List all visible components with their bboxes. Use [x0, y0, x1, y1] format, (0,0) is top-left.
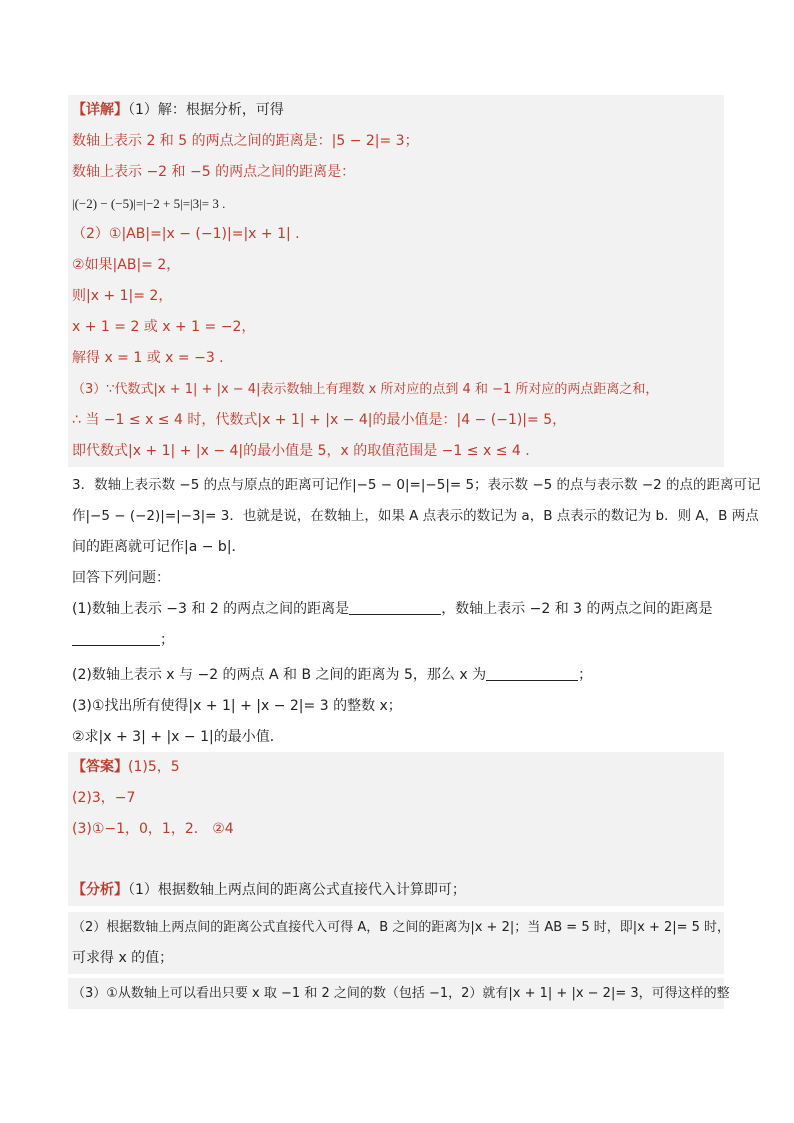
answer-line-1: [68, 752, 724, 783]
question-3-1-text: (3)①找出所有使得|x + 1| + |x − 2|= 3 的整数 x；: [72, 698, 402, 714]
analysis-text: （1）根据数轴上两点间的距离公式直接代入计算即可；: [128, 882, 466, 898]
answer-blank[interactable]: [72, 631, 160, 646]
problem-line-4: [68, 563, 724, 594]
explanation-line-4: [68, 188, 724, 219]
explanation-line-6: [68, 250, 724, 281]
explanation-line-12: [68, 436, 724, 467]
analysis-text: 可求得 x 的值；: [72, 950, 174, 966]
explanation-line-8: [68, 312, 724, 343]
question-3-2: [68, 722, 724, 753]
answer-text: (2)3，−7: [72, 790, 136, 806]
explanation-text: 解得 x = 1 或 x = −3 .: [72, 350, 224, 366]
explanation-text: 则|x + 1|= 2，: [72, 288, 173, 304]
analysis-line-1: [68, 875, 724, 906]
question-2-text: (2)数轴上表示 x 与 −2 的两点 A 和 B 之间的距离为 5，那么 x 为: [72, 667, 487, 683]
explanation-text: |(−2) − (−5)|=|−2 + 5|=|3|= 3 .: [72, 196, 226, 211]
explanation-text: x + 1 = 2 或 x + 1 = −2，: [72, 319, 256, 335]
explanation-label: 【详解】: [72, 102, 128, 118]
question-2: [68, 660, 724, 691]
question-1-end: ；: [160, 632, 174, 648]
explanation-text: （3）∵代数式|x + 1| + |x − 4|表示数轴上有理数 x 所对应的点到 4 和 −1 所对应的两点距离之和，: [72, 382, 659, 397]
problem-text: 3．数轴上表示数 −5 的点与原点的距离可记作|−5 − 0|=|−5|= 5；表示数 −5 的点与表示数 −2 的点的距离可记: [72, 477, 761, 493]
problem-line-2: [68, 501, 759, 532]
explanation-text: ∴ 当 −1 ≤ x ≤ 4 时，代数式|x + 1| + |x − 4|的最小值是：|4 − (−1)|= 5，: [72, 412, 567, 428]
problem-text: 回答下列问题：: [72, 570, 170, 586]
problem-line-1: [68, 470, 761, 501]
question-3-2-text: ②求|x + 3| + |x − 1|的最小值．: [72, 729, 284, 745]
answer-text: (1)5，5: [128, 759, 180, 775]
question-1-cont: [68, 625, 724, 656]
analysis-label: 【分析】: [72, 882, 128, 898]
question-1-text-a: (1)数轴上表示 −3 和 2 的两点之间的距离是: [72, 601, 350, 617]
answer-blank[interactable]: [349, 600, 441, 615]
analysis-line-3: [68, 943, 724, 974]
problem-text: 作|−5 − (−2)|=|−3|= 3．也就是说，在数轴上，如果 A 点表示的数记为 a，B 点表示的数记为 b．则 A，B 两点: [72, 508, 759, 524]
explanation-line-2: [68, 126, 724, 157]
explanation-line-3: [68, 157, 724, 188]
answer-label: 【答案】: [72, 759, 128, 775]
explanation-line-7: [68, 281, 724, 312]
explanation-text: ②如果|AB|= 2，: [72, 257, 181, 273]
analysis-line-2: [68, 912, 731, 943]
problem-line-3: [68, 532, 724, 563]
explanation-line-9: [68, 343, 724, 374]
answer-blank[interactable]: [486, 666, 578, 681]
question-2-end: ；: [578, 667, 593, 683]
answer-text: (3)①−1，0，1，2． ②4: [72, 821, 234, 837]
explanation-line-10: [68, 374, 724, 405]
analysis-text: （2）根据数轴上两点间的距离公式直接代入可得 A，B 之间的距离为|x + 2|；当 AB = 5 时，即|x + 2|= 5 时，: [72, 920, 731, 935]
explanation-line-5: [68, 219, 724, 250]
question-1-text-b: ，数轴上表示 −2 和 3 的两点之间的距离是: [441, 601, 713, 617]
answer-line-3: [68, 814, 724, 845]
explanation-text: 数轴上表示 −2 和 −5 的两点之间的距离是：: [72, 164, 356, 180]
explanation-text: （2）①|AB|=|x − (−1)|=|x + 1| .: [72, 226, 300, 242]
explanation-line-11: [68, 405, 724, 436]
explanation-text: 即代数式|x + 1| + |x − 4|的最小值是 5，x 的取值范围是 −1 ≤ x ≤ 4 .: [72, 443, 530, 459]
explanation-text: 数轴上表示 2 和 5 的两点之间的距离是：|5 − 2|= 3；: [72, 133, 419, 149]
question-1: [68, 594, 724, 625]
problem-text: 间的距离就可记作|a − b|．: [72, 539, 246, 555]
explanation-line-1: [68, 95, 724, 126]
analysis-line-4: [68, 978, 730, 1009]
answer-line-2: [68, 783, 724, 814]
analysis-text: （3）①从数轴上可以看出只要 x 取 −1 和 2 之间的数（包括 −1，2）就有|x + 1| + |x − 2|= 3，可得这样的整: [72, 986, 730, 1001]
explanation-text: （1）解：根据分析，可得: [128, 102, 284, 118]
question-3-1: [68, 691, 724, 722]
